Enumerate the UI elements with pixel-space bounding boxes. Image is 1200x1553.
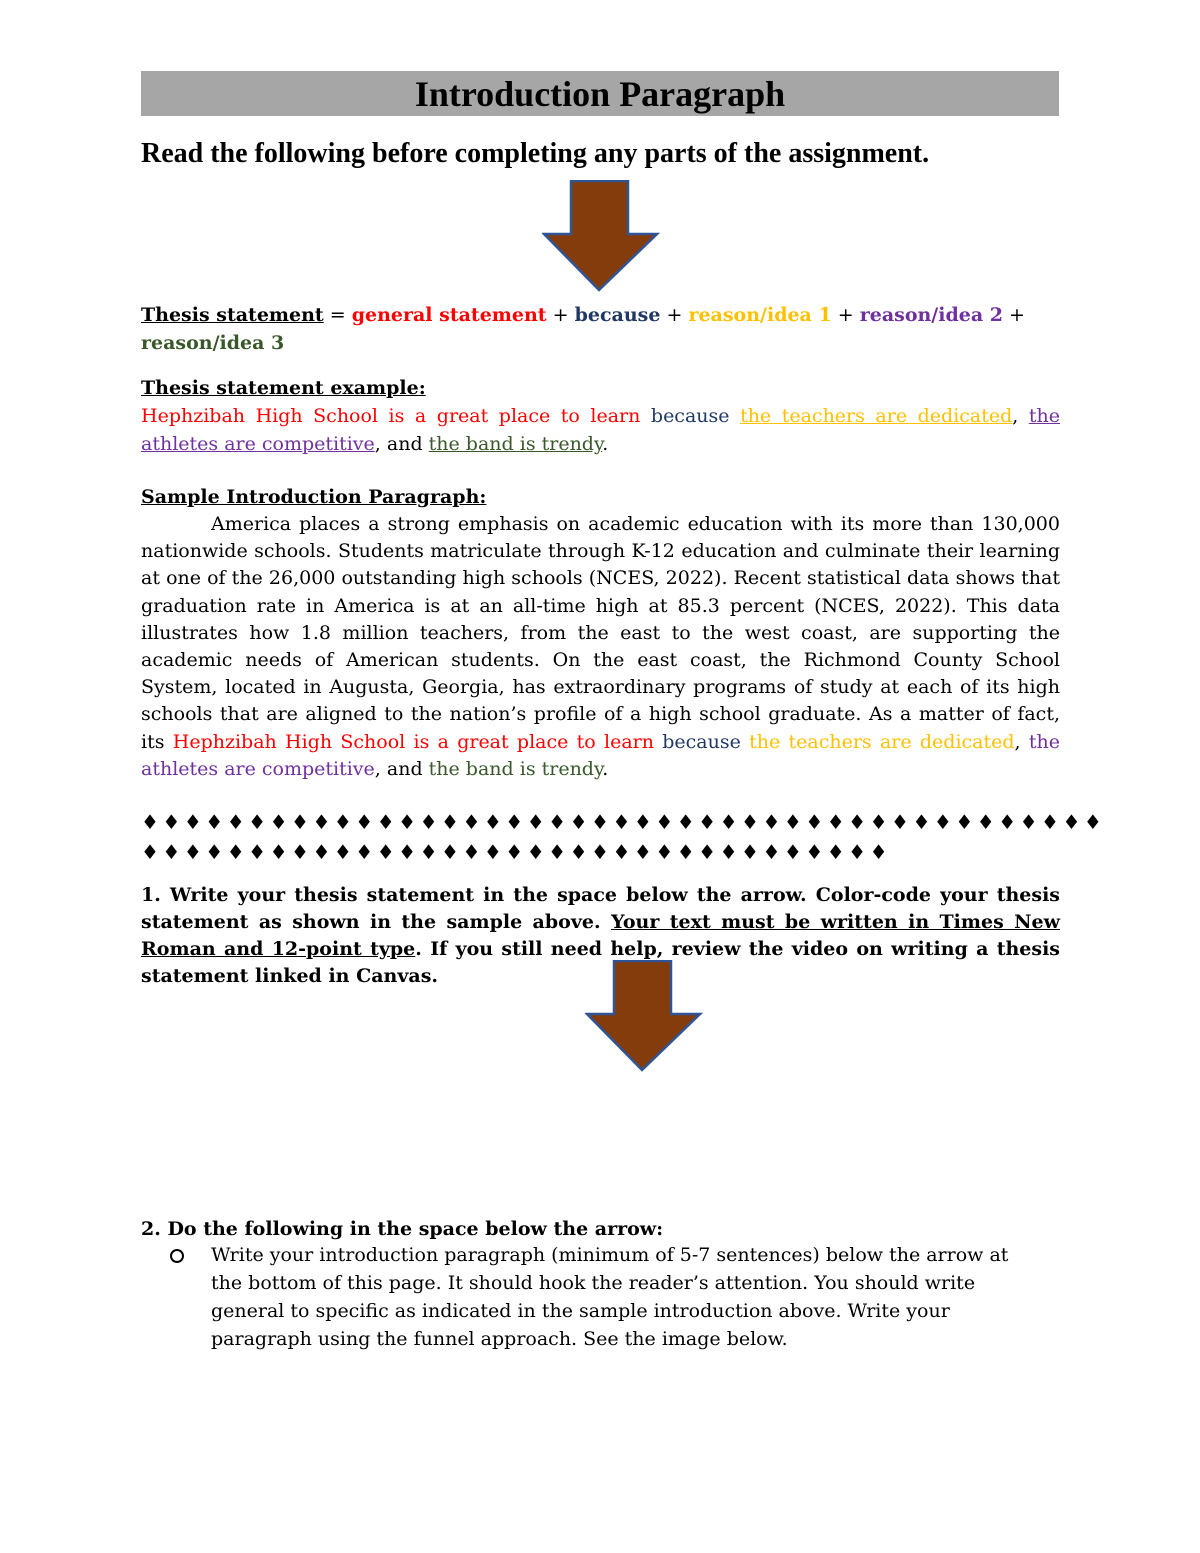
formula-reason1: reason/idea 1 xyxy=(688,304,832,326)
hollow-circle-bullet-icon xyxy=(170,1249,184,1263)
down-arrow-icon xyxy=(585,960,703,1072)
example-sep: , and xyxy=(374,433,429,455)
example-reason1: the teachers are dedicated xyxy=(740,405,1013,427)
step-1-requirement: Your text must be written in Times New Roman and 12-point type xyxy=(141,911,1060,960)
arrow-shape xyxy=(544,181,657,290)
formula-plus: + xyxy=(660,304,689,326)
diamond-separator-row: ♦♦♦♦♦♦♦♦♦♦♦♦♦♦♦♦♦♦♦♦♦♦♦♦♦♦♦♦♦♦♦♦♦♦♦ xyxy=(141,840,892,864)
formula-plus: + xyxy=(546,304,575,326)
step-1-text: 1. Write your thesis statement in the space below the arrow. Color-code your thesis statement as shown in the sample above. xyxy=(141,884,1060,933)
sample-reason2: the athletes are competitive xyxy=(141,730,1060,780)
read-instruction: Read the following before completing any parts of the assignment. xyxy=(141,138,930,169)
sample-because: because xyxy=(653,730,750,753)
example-general: Hephzibah High School is a great place to learn xyxy=(141,405,641,427)
formula-label: Thesis statement xyxy=(141,304,324,326)
thesis-example xyxy=(141,374,1060,458)
example-end: . xyxy=(602,433,609,455)
formula-plus: + xyxy=(1003,304,1025,326)
formula-general: general statement xyxy=(351,304,547,326)
formula-eq: = xyxy=(323,304,352,326)
step-1-text: . If you still need help, review the video on writing a thesis statement linked in Canvas. xyxy=(141,938,1060,987)
sample-end: . xyxy=(602,757,609,780)
formula-because: because xyxy=(574,304,661,326)
example-reason2: the athletes are competitive xyxy=(141,405,1060,455)
sample-body: America places a strong emphasis on academic education with its more than 130,000 nationwide schools. Students matriculate through K-12 education and culminate their learning at one of the 26,000 outstanding high schools (NCES, 2022). Recent statistical data shows that graduation rate in America is at an all-time high at 85.3 percent (NCES, 2022). This data illustrates how 1.8 million teachers, from the east to the west coast, are supporting the academic needs of American students. On the east coast, the Richmond County School System, located in Augusta, Georgia, has extraordinary programs of study at each of its high schools that are aligned to the nation’s profile of a high school graduate. As a matter of fact, its xyxy=(141,513,1060,753)
formula-plus: + xyxy=(831,304,860,326)
diamond-separator-row: ♦♦♦♦♦♦♦♦♦♦♦♦♦♦♦♦♦♦♦♦♦♦♦♦♦♦♦♦♦♦♦♦♦♦♦♦♦♦♦♦♦♦♦♦♦ xyxy=(141,810,1106,834)
down-arrow-icon xyxy=(542,180,660,292)
example-reason3: the band is trendy xyxy=(428,433,603,455)
example-because: because xyxy=(640,405,741,427)
sample-heading: Sample Introduction Paragraph: xyxy=(141,486,487,508)
sample-general: Hephzibah High School is a great place to learn xyxy=(172,730,654,753)
arrow-shape xyxy=(587,961,700,1070)
sample-sep: , xyxy=(1014,730,1029,753)
sample-sep: , and xyxy=(374,757,429,780)
sample-reason3: the band is trendy xyxy=(428,757,603,780)
page-title: Introduction Paragraph xyxy=(141,71,1059,116)
sample-reason1: the teachers are dedicated xyxy=(749,730,1015,753)
thesis-formula xyxy=(141,301,1060,357)
step-2-heading: 2. Do the following in the space below the arrow: xyxy=(141,1218,664,1240)
example-sep: , xyxy=(1012,405,1029,427)
formula-reason3: reason/idea 3 xyxy=(141,332,285,354)
example-heading: Thesis statement example: xyxy=(141,377,426,399)
sample-paragraph xyxy=(141,511,1060,783)
sample-section xyxy=(141,483,1060,783)
step-2-bullet-text: Write your introduction paragraph (minimum of 5-7 sentences) below the arrow at the bottom of this page. It should hook the reader’s attention. You should write general to specific as indicated in the sample introduction above. Write your paragraph using the funnel approach. See the image below. xyxy=(211,1244,1009,1350)
formula-reason2: reason/idea 2 xyxy=(859,304,1003,326)
